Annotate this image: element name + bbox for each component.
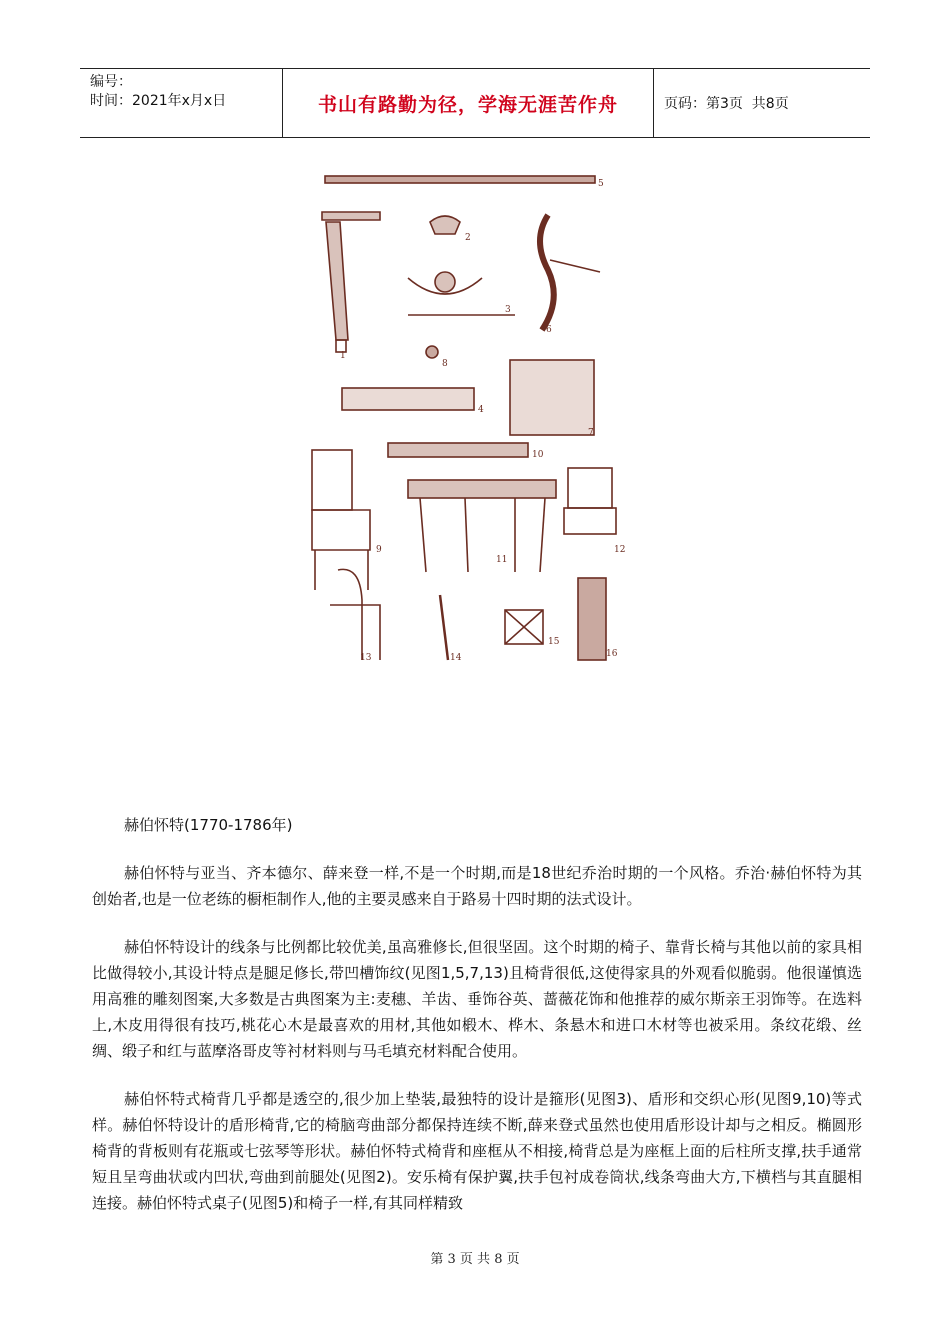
chandelier-center [435, 272, 455, 292]
fig-label-1: 1 [340, 351, 346, 361]
chair-12-back [568, 468, 612, 508]
table-leg-4 [540, 498, 545, 572]
chair-13 [330, 569, 380, 660]
fig-label-8: 8 [442, 359, 448, 369]
page-label: 页码：第3页 共8页 [664, 96, 789, 112]
cornice-strip [325, 176, 595, 183]
fig-label-5: 5 [598, 179, 604, 189]
chair-12-seat [564, 508, 616, 534]
fig-label-4: 4 [478, 405, 484, 415]
long-cornice [388, 443, 528, 457]
paragraph-2: 赫伯怀特设计的线条与比例都比较优美,虽高雅修长,但很坚固。这个时期的椅子、靠背长椅与其他以前的家具相比做得较小,其设计特点是腿足修长,带凹槽饰纹(见图1,5,7,13)且椅背很低,这使得家具的外观看似脆弱。他很谨慎选用高雅的雕刻图案,大多数是古典图案为主:麦穗、羊齿、垂饰谷英、蔷薇花饰和他推荐的威尔斯亲王羽饰等。在选料上,木皮用得很有技巧,桃花心木是最喜欢的用材,其他如椴木、桦木、条悬木和进口木材等也被采用。条纹花缎、丝绸、缎子和红与蓝摩洛哥皮等衬材料则与马毛填充材料配合使用。 [92, 938, 862, 1060]
table-leg-1 [420, 498, 426, 572]
fig-label-11: 11 [496, 555, 508, 565]
page-header [80, 68, 870, 138]
motto: 书山有路勤为径，学海无涯苦作舟 [282, 69, 654, 137]
table-top-corner [322, 212, 380, 220]
header-left-cell [80, 69, 282, 137]
leg-detail [440, 595, 448, 660]
fig-label-14: 14 [450, 653, 462, 663]
fig-label-10: 10 [532, 450, 544, 460]
carved-panel [578, 578, 606, 660]
fig-label-7: 7 [588, 428, 594, 438]
armchair-seat [312, 510, 370, 550]
urn-ornament [430, 216, 460, 234]
table-leg-2 [465, 498, 468, 572]
number-label: 编号： [90, 74, 132, 90]
furniture-illustration [300, 160, 640, 670]
fig-label-9: 9 [376, 545, 382, 555]
article-body [92, 812, 862, 1238]
cabriole-leg [540, 215, 554, 330]
chair-back-panel [510, 360, 594, 435]
stool-cross [505, 610, 543, 644]
paragraph-3: 赫伯怀特式椅背几乎都是透空的,很少加上垫装,最独特的设计是箍形(见图3)、盾形和交织心形(见图9,10)等式样。赫伯怀特设计的盾形椅背,它的椅脑弯曲部分都保持连续不断,薛来登式虽然也使用盾形设计却与之相反。椭圆形椅背的背板则有花瓶或七弦琴等形状。赫伯怀特式椅背和座框从不相接,椅背总是为座框上面的后柱所支撑,扶手通常短且呈弯曲状或内凹状,弯曲到前腿处(见图2)。安乐椅有保护翼,扶手包衬成卷筒状,线条弯曲大方,下横档与其直腿相连接。赫伯怀特式桌子(见图5)和椅子一样,有其同样精致 [92, 1090, 862, 1212]
fig-label-2: 2 [465, 233, 471, 243]
time-label: 时间：2021年x月x日 [90, 93, 227, 109]
rail-line [550, 260, 600, 272]
paragraph-1: 赫伯怀特与亚当、齐本德尔、薛来登一样,不是一个时期,而是18世纪乔治时期的一个风格。乔治·赫伯怀特为其创始者,也是一位老练的橱柜制作人,他的主要灵感来自于路易十四时期的法式设计。 [92, 864, 862, 908]
fig-label-13: 13 [360, 653, 372, 663]
section-title: 赫伯怀特(1770-1786年) [124, 816, 293, 834]
fig-label-15: 15 [548, 637, 560, 647]
page-footer: 第 3 页 共 8 页 [430, 1252, 520, 1267]
tapered-leg [326, 222, 348, 340]
side-table-top [408, 480, 556, 498]
header-right-cell [654, 69, 870, 137]
armchair-back [312, 450, 352, 510]
fig-label-12: 12 [614, 545, 626, 555]
frieze-panel [342, 388, 474, 410]
furniture-drawing [300, 160, 640, 670]
fig-label-3: 3 [505, 305, 511, 315]
fig-label-16: 16 [606, 649, 618, 659]
rosette [426, 346, 438, 358]
fig-label-6: 6 [546, 325, 552, 335]
